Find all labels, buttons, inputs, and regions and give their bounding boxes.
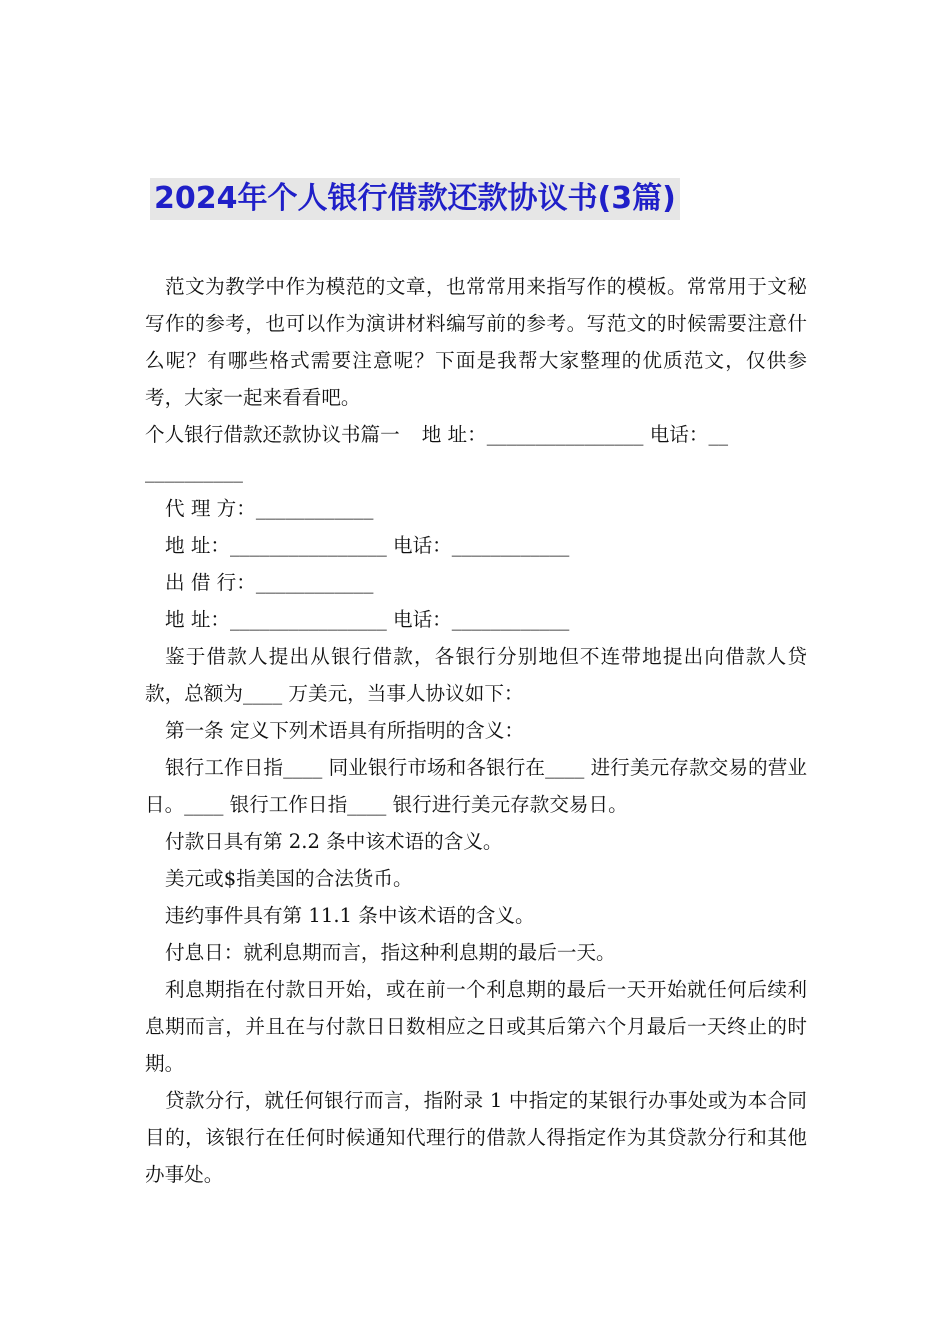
intro-paragraph: 范文为教学中作为模范的文章，也常常用来指写作的模板。常常用于文秘写作的参考，也可以作为演讲材料编写前的参考。写范文的时候需要注意什么呢？有哪些格式需要注意呢？下面是我帮大家整理的优质范文，仅供参考，大家一起来看看吧。 bbox=[145, 275, 807, 409]
definition-default: 违约事件具有第 11.1 条中该术语的含义。 bbox=[165, 904, 535, 927]
borrower-address-field: 地 址：________________ 电话：__ bbox=[421, 423, 729, 446]
definition-payment-day: 付款日具有第 2.2 条中该术语的含义。 bbox=[165, 830, 503, 853]
borrower-phone-continuation: __________ bbox=[145, 460, 243, 483]
definition-usd: 美元或$指美国的合法货币。 bbox=[165, 867, 413, 890]
definition-business-day: 银行工作日指____ 同业银行市场和各银行在____ 进行美元存款交易的营业日。____ 银行工作日指____ 银行进行美元存款交易日。 bbox=[145, 756, 807, 816]
section-heading: 个人银行借款还款协议书篇一 bbox=[145, 423, 400, 446]
lender-field: 出 借 行：____________ bbox=[165, 571, 374, 594]
definition-lending-office: 贷款分行，就任何银行而言，指附录 1 中指定的某银行办事处或为本合同目的，该银行在任何时候通知代理行的借款人得指定作为其贷款分行和其他办事处。 bbox=[145, 1089, 807, 1186]
document-body bbox=[145, 268, 807, 1193]
agent-address-field: 地 址：________________ 电话：____________ bbox=[165, 534, 570, 557]
section-heading-line bbox=[145, 416, 807, 453]
lender-address-field: 地 址：________________ 电话：____________ bbox=[165, 608, 570, 631]
document-title: 2024年个人银行借款还款协议书(3篇) bbox=[150, 178, 680, 220]
whereas-paragraph: 鉴于借款人提出从银行借款，各银行分别地但不连带地提出向借款人贷款，总额为____ 万美元，当事人协议如下： bbox=[145, 645, 807, 705]
definition-interest-day: 付息日：就利息期而言，指这种利息期的最后一天。 bbox=[165, 941, 616, 964]
article-1-heading: 第一条 定义下列术语具有所指明的含义： bbox=[165, 719, 524, 742]
agent-field: 代 理 方：____________ bbox=[165, 497, 374, 520]
definition-interest-period: 利息期指在付款日开始，或在前一个利息期的最后一天开始就任何后续利息期而言，并且在与付款日日数相应之日或其后第六个月最后一天终止的时期。 bbox=[145, 978, 807, 1075]
